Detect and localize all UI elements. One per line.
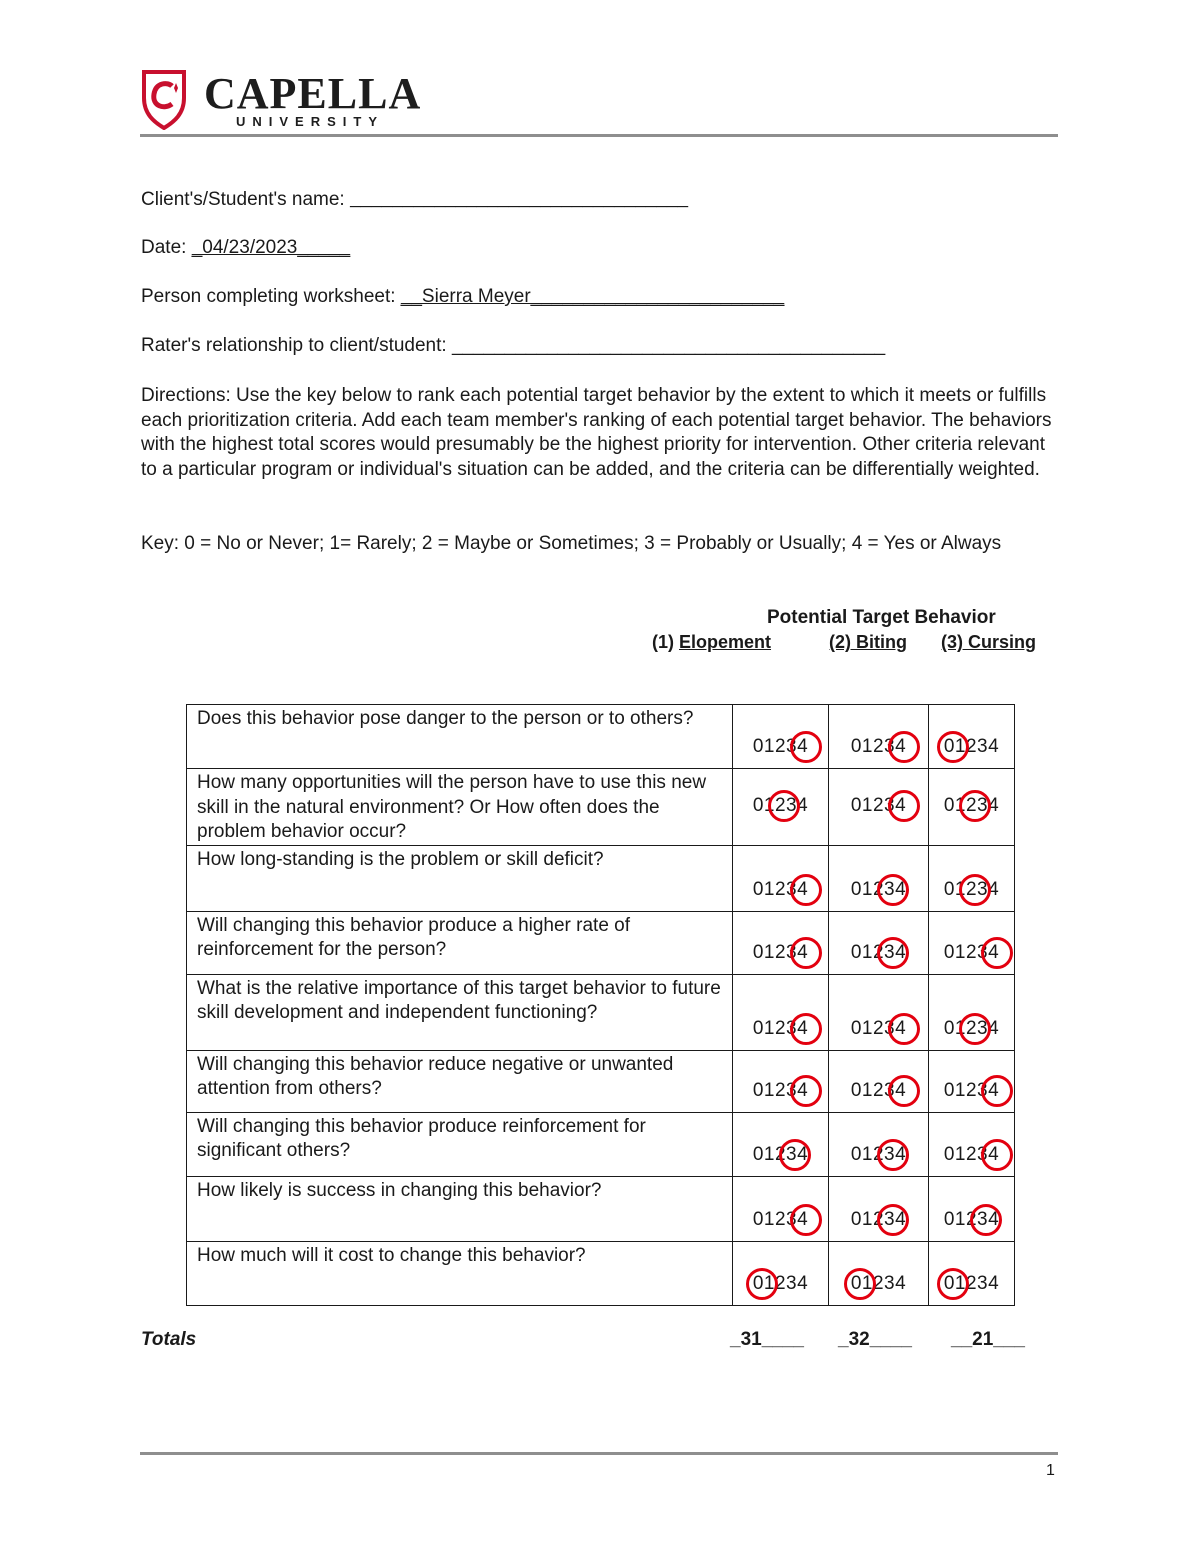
rating-scale: 01234 xyxy=(752,1208,809,1230)
rating-circle-mark xyxy=(790,874,822,906)
criteria-row xyxy=(187,705,1015,769)
rating-circle-mark xyxy=(888,731,920,763)
rating-circle-mark xyxy=(937,731,969,763)
rating-circle-mark xyxy=(877,1139,909,1171)
rating-scale: 01234 xyxy=(850,1017,907,1039)
criteria-question: What is the relative importance of this target behavior to future skill development and independent functioning? xyxy=(187,974,733,1050)
rater-relationship-field xyxy=(141,335,885,357)
date-label: Date: xyxy=(141,237,192,258)
rating-circle-mark xyxy=(981,1139,1013,1171)
date-field xyxy=(141,237,350,259)
rating-circle-mark xyxy=(779,1139,811,1171)
behavior-heading-1-prefix: (1) xyxy=(652,632,679,652)
rating-scale: 01234 xyxy=(752,1272,809,1294)
criteria-question: How likely is success in changing this behavior? xyxy=(187,1176,733,1241)
criteria-row xyxy=(187,845,1015,911)
logo-subtitle: UNIVERSITY xyxy=(236,114,385,129)
criteria-question: Will changing this behavior produce reinforcement for significant others? xyxy=(187,1112,733,1176)
criteria-row xyxy=(187,1241,1015,1305)
behavior-heading-2-name: (2) Biting xyxy=(829,632,907,652)
rating-scale: 01234 xyxy=(943,1272,1000,1294)
criteria-row xyxy=(187,1112,1015,1176)
rating-circle-mark xyxy=(937,1268,969,1300)
criteria-row xyxy=(187,1050,1015,1112)
rating-cell xyxy=(929,911,1015,974)
rating-scale: 01234 xyxy=(752,878,809,900)
rating-circle-mark xyxy=(768,790,800,822)
rating-circle-mark xyxy=(981,937,1013,969)
rating-cell xyxy=(733,1112,829,1176)
rating-cell xyxy=(929,1112,1015,1176)
total-elopement: _31____ xyxy=(730,1329,804,1350)
rating-scale: 01234 xyxy=(850,878,907,900)
total-biting: _32____ xyxy=(838,1329,912,1350)
rating-cell xyxy=(733,1241,829,1305)
rating-cell xyxy=(829,911,929,974)
rating-scale: 01234 xyxy=(752,795,809,816)
rating-cell xyxy=(733,974,829,1050)
criteria-question: Will changing this behavior produce a higher rate of reinforcement for the person? xyxy=(187,911,733,974)
client-name-value: ________________________________ xyxy=(349,189,689,210)
rating-scale: 01234 xyxy=(850,1143,907,1165)
behavior-heading-3 xyxy=(941,632,1036,653)
page-number: 1 xyxy=(1046,1462,1055,1479)
rating-cell xyxy=(929,1241,1015,1305)
rating-cell xyxy=(733,845,829,911)
rating-cell xyxy=(829,1050,929,1112)
criteria-question: Does this behavior pose danger to the person or to others? xyxy=(187,705,733,769)
rating-cell xyxy=(829,769,929,846)
criteria-question: How many opportunities will the person have to use this new skill in the natural environment? Or How often does the problem behavior occur? xyxy=(187,769,733,846)
criteria-question: Will changing this behavior reduce negative or unwanted attention from others? xyxy=(187,1050,733,1112)
rating-scale: 01234 xyxy=(850,941,907,963)
rating-scale: 01234 xyxy=(850,1208,907,1230)
rating-circle-mark xyxy=(844,1268,876,1300)
behavior-heading-1 xyxy=(652,632,771,653)
rating-cell xyxy=(829,845,929,911)
criteria-row xyxy=(187,769,1015,846)
rating-circle-mark xyxy=(959,790,991,822)
header-divider xyxy=(140,134,1058,137)
rating-circle-mark xyxy=(790,937,822,969)
rating-circle-mark xyxy=(877,874,909,906)
criteria-row xyxy=(187,911,1015,974)
rating-circle-mark xyxy=(981,1075,1013,1107)
rating-cell xyxy=(929,845,1015,911)
rating-scale: 01234 xyxy=(943,1143,1000,1165)
rating-scale: 01234 xyxy=(850,1272,907,1294)
rating-circle-mark xyxy=(790,731,822,763)
rating-cell xyxy=(929,1050,1015,1112)
date-value: _04/23/2023_____ xyxy=(191,237,351,258)
total-cursing: __21___ xyxy=(951,1329,1025,1350)
rating-scale: 01234 xyxy=(943,1079,1000,1101)
criteria-row xyxy=(187,974,1015,1050)
rating-scale: 01234 xyxy=(850,1079,907,1101)
rating-scale: 01234 xyxy=(752,736,809,757)
rating-cell xyxy=(733,1050,829,1112)
person-completing-value: __Sierra Meyer________________________ xyxy=(400,286,785,307)
rating-circle-mark xyxy=(790,1075,822,1107)
rating-circle-mark xyxy=(888,1075,920,1107)
rating-scale: 01234 xyxy=(752,941,809,963)
criteria-row xyxy=(187,1176,1015,1241)
rating-cell xyxy=(929,974,1015,1050)
rating-scale: 01234 xyxy=(943,941,1000,963)
criteria-question: How long-standing is the problem or skill deficit? xyxy=(187,845,733,911)
rating-scale: 01234 xyxy=(943,736,1000,757)
rating-circle-mark xyxy=(790,1013,822,1045)
behavior-heading-2 xyxy=(829,632,907,653)
rating-cell xyxy=(733,705,829,769)
rating-cell xyxy=(829,705,929,769)
criteria-table xyxy=(186,704,1015,1306)
rating-scale: 01234 xyxy=(943,878,1000,900)
rating-circle-mark xyxy=(959,1013,991,1045)
capella-shield-icon xyxy=(140,68,190,130)
rating-cell xyxy=(829,974,929,1050)
person-completing-label: Person completing worksheet: xyxy=(141,286,401,307)
client-name-field xyxy=(141,189,688,211)
criteria-question: How much will it cost to change this behavior? xyxy=(187,1241,733,1305)
potential-target-behavior-title: Potential Target Behavior xyxy=(767,607,996,628)
behavior-heading-3-name: (3) Cursing xyxy=(941,632,1037,652)
rating-scale: 01234 xyxy=(752,1143,809,1165)
rating-circle-mark xyxy=(877,937,909,969)
rating-cell xyxy=(733,769,829,846)
rating-scale: 01234 xyxy=(943,1208,1000,1230)
rating-scale: 01234 xyxy=(943,795,1000,816)
footer-divider xyxy=(140,1452,1058,1455)
rating-cell xyxy=(929,1176,1015,1241)
rating-scale: 01234 xyxy=(752,1017,809,1039)
rating-scale: 01234 xyxy=(850,736,907,757)
person-completing-field xyxy=(141,286,784,308)
logo-wordmark: CAPELLA xyxy=(204,69,422,118)
directions-paragraph: Directions: Use the key below to rank each potential target behavior by the extent to which it meets or fulfills each prioritization criteria. Add each team member's ranking of each potential target behavior. The behaviors with the highest total scores would presumably be the highest priority for intervention. Other criteria relevant to a particular program or individual's situation can be added, and the criteria can be differentially weighted. xyxy=(141,385,1052,480)
rater-relationship-label: Rater's relationship to client/student: xyxy=(141,335,452,356)
rating-circle-mark xyxy=(746,1268,778,1300)
totals-label: Totals xyxy=(141,1329,197,1350)
client-name-label: Client's/Student's name: xyxy=(141,189,350,210)
rating-cell xyxy=(733,911,829,974)
rating-circle-mark xyxy=(790,1204,822,1236)
rating-scale: 01234 xyxy=(752,1079,809,1101)
rating-scale: 01234 xyxy=(850,795,907,816)
rating-circle-mark xyxy=(888,1013,920,1045)
rating-circle-mark xyxy=(877,1204,909,1236)
rating-cell xyxy=(829,1241,929,1305)
rating-cell xyxy=(829,1112,929,1176)
rating-circle-mark xyxy=(888,790,920,822)
rater-relationship-value: _________________________________________ xyxy=(451,335,886,356)
rating-cell xyxy=(829,1176,929,1241)
rating-circle-mark xyxy=(959,874,991,906)
rating-circle-mark xyxy=(970,1204,1002,1236)
rating-cell xyxy=(929,769,1015,846)
behavior-heading-1-name: Elopement xyxy=(679,632,772,652)
rating-cell xyxy=(929,705,1015,769)
rating-key: Key: 0 = No or Never; 1= Rarely; 2 = Maybe or Sometimes; 3 = Probably or Usually; 4 = Yes or Always xyxy=(141,533,1002,554)
rating-cell xyxy=(733,1176,829,1241)
rating-scale: 01234 xyxy=(943,1017,1000,1039)
